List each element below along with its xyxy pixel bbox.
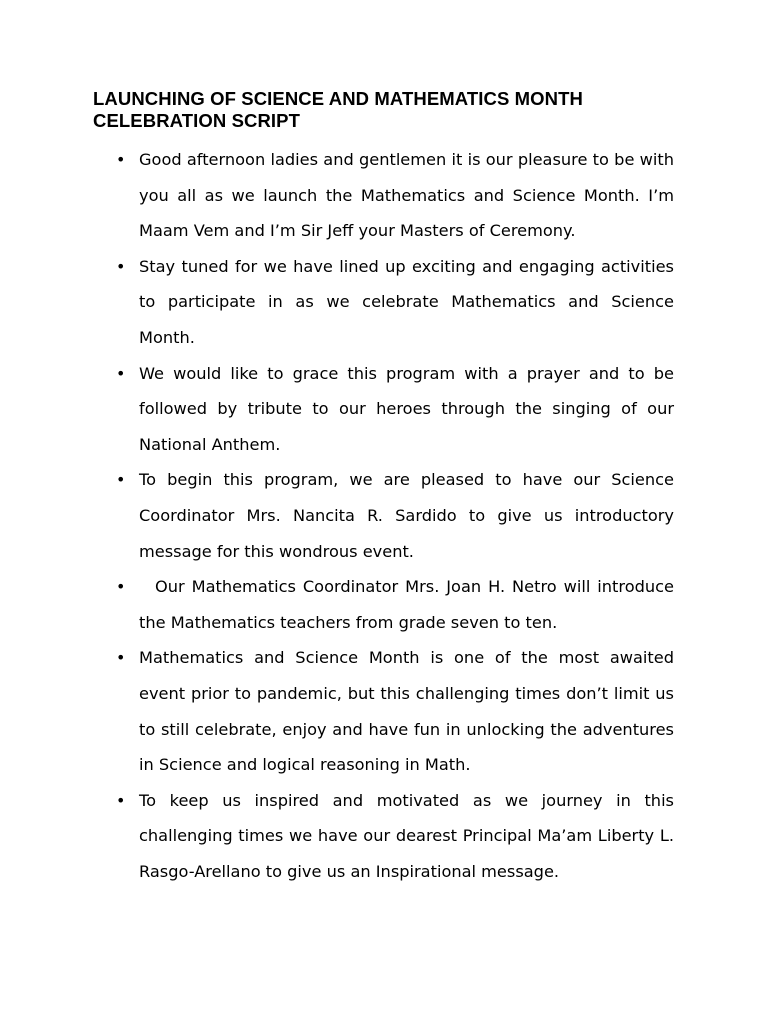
list-item (116, 249, 674, 356)
list-item (116, 142, 674, 249)
script-bullet-list (116, 142, 674, 889)
list-item-text: Our Mathematics Coordinator Mrs. Joan H. Netro will introduce the Mathematics teachers from grade seven to ten. (139, 577, 674, 632)
list-item (116, 569, 674, 640)
bullet-icon: • (116, 577, 126, 597)
document-title: LAUNCHING OF SCIENCE AND MATHEMATICS MONTH CELEBRATION SCRIPT (93, 88, 583, 131)
bullet-icon: • (116, 363, 126, 383)
bullet-icon: • (116, 790, 126, 810)
list-item-text: Good afternoon ladies and gentlemen it is our pleasure to be with you all as we launch the Mathematics and Science Month. I’m Maam Vem and I’m Sir Jeff your Masters of Ceremony. (139, 150, 674, 241)
bullet-icon: • (116, 470, 126, 490)
list-item-text: To keep us inspired and motivated as we journey in this challenging times we have our dearest Principal Ma’am Liberty L. Rasgo-Arellano to give us an Inspirational message. (139, 790, 674, 881)
list-item-text: To begin this program, we are pleased to have our Science Coordinator Mrs. Nancita R. Sardido to give us introductory message for this wondrous event. (139, 470, 674, 561)
bullet-icon: • (116, 648, 126, 668)
list-item (116, 640, 674, 782)
bullet-icon: • (116, 256, 126, 276)
list-item-text: Mathematics and Science Month is one of the most awaited event prior to pandemic, but this challenging times don’t limit us to still celebrate, enjoy and have fun in unlocking the adventures in Science and logical reasoning in Math. (139, 648, 674, 775)
bullet-icon: • (116, 150, 126, 169)
list-item-text: Stay tuned for we have lined up exciting and engaging activities to participate in as we celebrate Mathematics and Science Month. (139, 256, 674, 347)
list-item (116, 462, 674, 569)
list-item-text: We would like to grace this program with a prayer and to be followed by tribute to our heroes through the singing of our National Anthem. (139, 363, 674, 454)
list-item (116, 783, 674, 890)
list-item (116, 356, 674, 463)
